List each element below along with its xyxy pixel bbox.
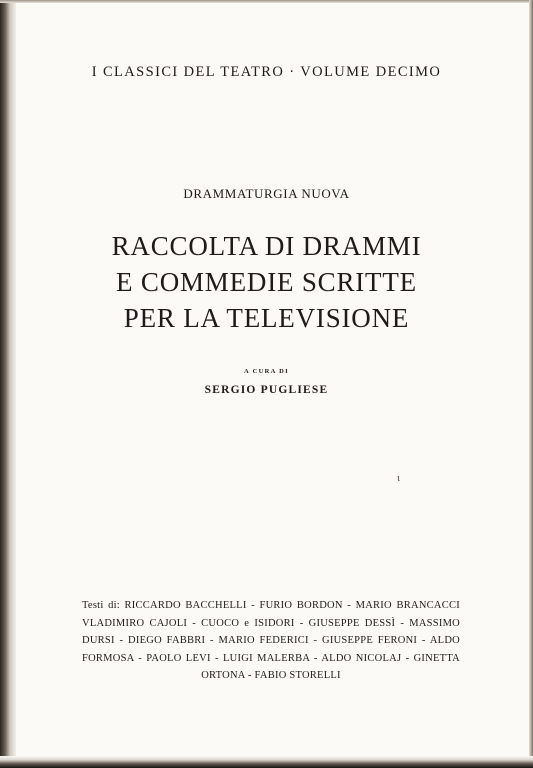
book-title [0, 228, 533, 336]
series-title: I CLASSICI DEL TEATRO · VOLUME DECIMO [91, 64, 442, 80]
curator-label: A CURA DI [244, 368, 289, 375]
authors-line: DURSI - DIEGO FABBRI - MARIO FEDERICI - GIUSEPPE FERONI - ALDO [82, 635, 460, 646]
book-title-line: E COMMEDIE SCRITTE [116, 267, 417, 297]
book-title-line: RACCOLTA DI DRAMMI [111, 231, 422, 261]
margin-mark: ɩ [397, 472, 400, 484]
authors-line: Testi di: RICCARDO BACCHELLI - FURIO BORDON - MARIO BRANCACCI [82, 600, 460, 611]
page-edge-bottom [0, 756, 533, 768]
authors-line: FORMOSA - PAOLO LEVI - LUIGI MALERBA - ALDO NICOLAJ - GINETTA [82, 652, 460, 664]
page-edge-top [0, 0, 533, 3]
curator-name: SERGIO PUGLIESE [204, 384, 329, 396]
authors-list [82, 597, 460, 685]
collection-subtitle: DRAMMATURGIA NUOVA [183, 186, 350, 201]
authors-line: ORTONA - FABIO STORELLI [201, 670, 341, 681]
authors-line: VLADIMIRO CAJOLI - CUOCO e ISIDORI - GIUSEPPE DESSÌ - MASSIMO [82, 617, 460, 629]
book-title-line: PER LA TELEVISIONE [123, 303, 410, 333]
